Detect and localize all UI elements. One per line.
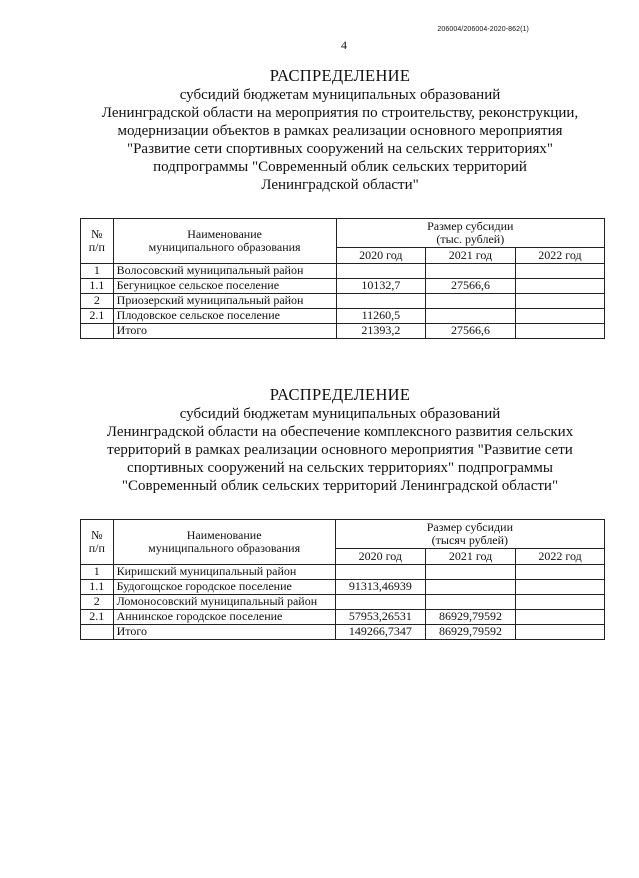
- row-2021: 27566,6: [426, 279, 516, 294]
- row-num: 2: [81, 294, 114, 309]
- table-row: [81, 309, 605, 324]
- row-num: 1: [81, 264, 114, 279]
- row-2022: [515, 264, 604, 279]
- row-2022: [516, 580, 605, 595]
- section2-line: субсидий бюджетам муниципальных образований: [179, 406, 501, 422]
- row-name: Киришский муниципальный район: [113, 565, 335, 580]
- col-size-header: Размер субсидии (тыс. рублей): [336, 219, 604, 248]
- row-2020: [336, 294, 426, 309]
- row-2022: [515, 309, 604, 324]
- section1-line: субсидий бюджетам муниципальных образований: [179, 87, 501, 103]
- year-header: 2021 год: [426, 248, 516, 264]
- row-2021: [425, 565, 515, 580]
- col-num-header: № п/п: [81, 520, 114, 565]
- row-2021: [425, 595, 515, 610]
- row-name: Плодовское сельское поселение: [113, 309, 336, 324]
- row-2020: 21393,2: [336, 324, 426, 339]
- col-name-header: Наименование муниципального образования: [113, 219, 336, 264]
- section1-heading: [60, 66, 620, 194]
- page-number: 4: [341, 38, 347, 52]
- row-2021: [426, 294, 516, 309]
- section2-line: спортивных сооружений на сельских территориях" подпрограммы: [127, 460, 553, 476]
- row-num: 1.1: [81, 580, 114, 595]
- table-row: [81, 264, 605, 279]
- row-2022: [516, 595, 605, 610]
- row-2020: [335, 565, 425, 580]
- row-name: Итого: [113, 324, 336, 339]
- section2-line: "Современный облик сельских территорий Ленинградской области": [121, 478, 559, 494]
- row-num: 2.1: [81, 309, 114, 324]
- table-row: [81, 610, 605, 625]
- row-2022: [516, 610, 605, 625]
- year-header: 2022 год: [515, 248, 604, 264]
- table-row: [81, 565, 605, 580]
- row-2020: 10132,7: [336, 279, 426, 294]
- row-num: 2.1: [81, 610, 114, 625]
- row-2021: [425, 580, 515, 595]
- row-2020: 11260,5: [336, 309, 426, 324]
- col-size-header: Размер субсидии (тысяч рублей): [335, 520, 604, 549]
- section1-line: подпрограммы "Современный облик сельских территорий: [153, 159, 527, 175]
- row-2020: 149266,7347: [335, 625, 425, 640]
- row-num: 1: [81, 565, 114, 580]
- row-2020: [336, 264, 426, 279]
- row-2022: [515, 294, 604, 309]
- row-2021: [426, 309, 516, 324]
- row-2022: [516, 565, 605, 580]
- row-2021: [426, 264, 516, 279]
- section2-title: РАСПРЕДЕЛЕНИЕ: [269, 385, 411, 404]
- row-name: Волосовский муниципальный район: [113, 264, 336, 279]
- document-id: 206004/206004-2020-862(1): [437, 26, 529, 33]
- section2-line: территорий в рамках реализации основного мероприятия "Развитие сети: [107, 442, 573, 458]
- table-total-row: [81, 324, 605, 339]
- row-name: Бегуницкое сельское поселение: [113, 279, 336, 294]
- table-row: [81, 294, 605, 309]
- row-num: [81, 324, 114, 339]
- section1-line: Ленинградской области на мероприятия по строительству, реконструкции,: [101, 105, 579, 121]
- row-num: 1.1: [81, 279, 114, 294]
- year-header: 2021 год: [425, 549, 515, 565]
- section1-line: модернизации объектов в рамках реализации основного мероприятия: [117, 123, 563, 139]
- row-name: Приозерский муниципальный район: [113, 294, 336, 309]
- row-2022: [515, 324, 604, 339]
- row-2020: 91313,46939: [335, 580, 425, 595]
- row-2021: 86929,79592: [425, 625, 515, 640]
- col-num-header: № п/п: [81, 219, 114, 264]
- section1-title: РАСПРЕДЕЛЕНИЕ: [269, 66, 411, 85]
- col-name-header: Наименование муниципального образования: [113, 520, 335, 565]
- table-row: [81, 580, 605, 595]
- row-2022: [515, 279, 604, 294]
- row-2020: 57953,26531: [335, 610, 425, 625]
- section2-heading: [60, 385, 620, 495]
- table-total-row: [81, 625, 605, 640]
- table-row: [81, 595, 605, 610]
- section1-line: "Развитие сети спортивных сооружений на сельских территориях": [126, 141, 554, 157]
- row-name: Итого: [113, 625, 335, 640]
- row-2021: 86929,79592: [425, 610, 515, 625]
- year-header: 2020 год: [336, 248, 426, 264]
- row-name: Ломоносовский муниципальный район: [113, 595, 335, 610]
- table-row: [81, 279, 605, 294]
- row-name: Аннинское городское поселение: [113, 610, 335, 625]
- row-num: [81, 625, 114, 640]
- year-header: 2022 год: [516, 549, 605, 565]
- row-2020: [335, 595, 425, 610]
- section2-table: [80, 519, 605, 640]
- row-num: 2: [81, 595, 114, 610]
- section1-table: [80, 218, 605, 339]
- section1-line: Ленинградской области": [261, 177, 419, 193]
- row-2022: [516, 625, 605, 640]
- row-name: Будогощское городское поселение: [113, 580, 335, 595]
- year-header: 2020 год: [335, 549, 425, 565]
- row-2021: 27566,6: [426, 324, 516, 339]
- section2-line: Ленинградской области на обеспечение комплексного развития сельских: [106, 424, 574, 440]
